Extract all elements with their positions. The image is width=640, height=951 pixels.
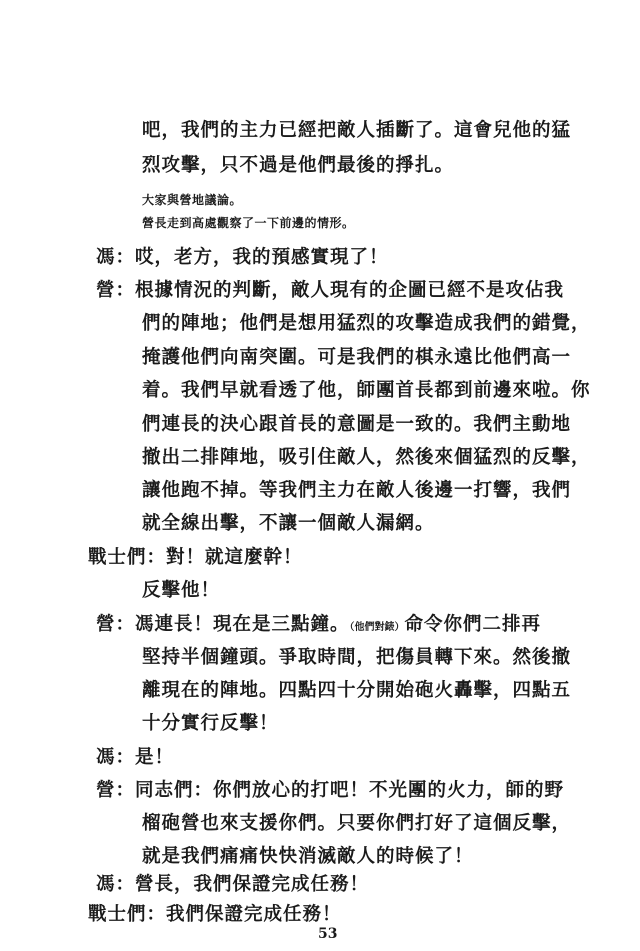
dialogue-line: 馮：營長，我們保證完成任務！: [96, 874, 370, 895]
dialogue-line: 馮：哎，老方，我的預感實現了！: [96, 247, 389, 268]
dialogue-line: 就是我們痛痛快快消滅敵人的時候了！: [142, 846, 474, 867]
dialogue-line: 着。我們早就看透了他，師團首長都到前邊來啦。你: [142, 380, 591, 401]
page-number: 53: [318, 926, 338, 942]
dialogue-text: 命令你們二排再: [404, 614, 542, 635]
dialogue-line: 掩護他們向南突圍。可是我們的棋永遠比他們高一: [142, 347, 572, 368]
text-line: 烈攻擊，只不過是他們最後的掙扎。: [142, 155, 455, 176]
dialogue-line: 讓他跑不掉。等我們主力在敵人後邊一打響，我們: [142, 480, 572, 501]
dialogue-line: 們的陣地；他們是想用猛烈的攻擊造成我們的錯覺，: [142, 313, 591, 334]
dialogue-line: 榴砲營也來支援你們。只要你們打好了這個反擊，: [142, 813, 572, 834]
dialogue-text: 營：馮連長！現在是三點鐘。: [96, 614, 350, 635]
dialogue-line: 堅持半個鐘頭。爭取時間，把傷員轉下來。然後撤: [142, 647, 572, 668]
dialogue-line: 營：根據情況的判斷，敵人現有的企圖已經不是攻佔我: [96, 280, 565, 301]
stage-direction: 營長走到高處觀察了一下前邊的情形。: [142, 216, 355, 230]
dialogue-line: 戰士們：我們保證完成任務！: [88, 904, 342, 925]
dialogue-line: 戰士們：對！就這麼幹！: [88, 547, 303, 568]
dialogue-line: 反擊他！: [142, 580, 221, 601]
dialogue-line: 離現在的陣地。四點四十分開始砲火轟擊，四點五: [142, 680, 572, 701]
dialogue-line: 十分實行反擊！: [142, 713, 279, 734]
dialogue-line: 馮：是！: [96, 747, 175, 768]
dialogue-line: 們連長的決心跟首長的意圖是一致的。我們主動地: [142, 414, 572, 435]
text-line: 吧，我們的主力已經把敵人插斷了。這會兒他的猛: [142, 120, 572, 141]
dialogue-line: [96, 610, 541, 636]
dialogue-line: 就全線出擊，不讓一個敵人漏網。: [142, 513, 435, 534]
stage-direction: 大家與營地議論。: [142, 193, 243, 207]
inline-stage-direction: （他們對錶）: [349, 622, 405, 633]
dialogue-line: 營：同志們：你們放心的打吧！不光團的火力，師的野: [96, 780, 565, 801]
dialogue-line: 撤出二排陣地，吸引住敵人，然後來個猛烈的反擊，: [142, 447, 591, 468]
